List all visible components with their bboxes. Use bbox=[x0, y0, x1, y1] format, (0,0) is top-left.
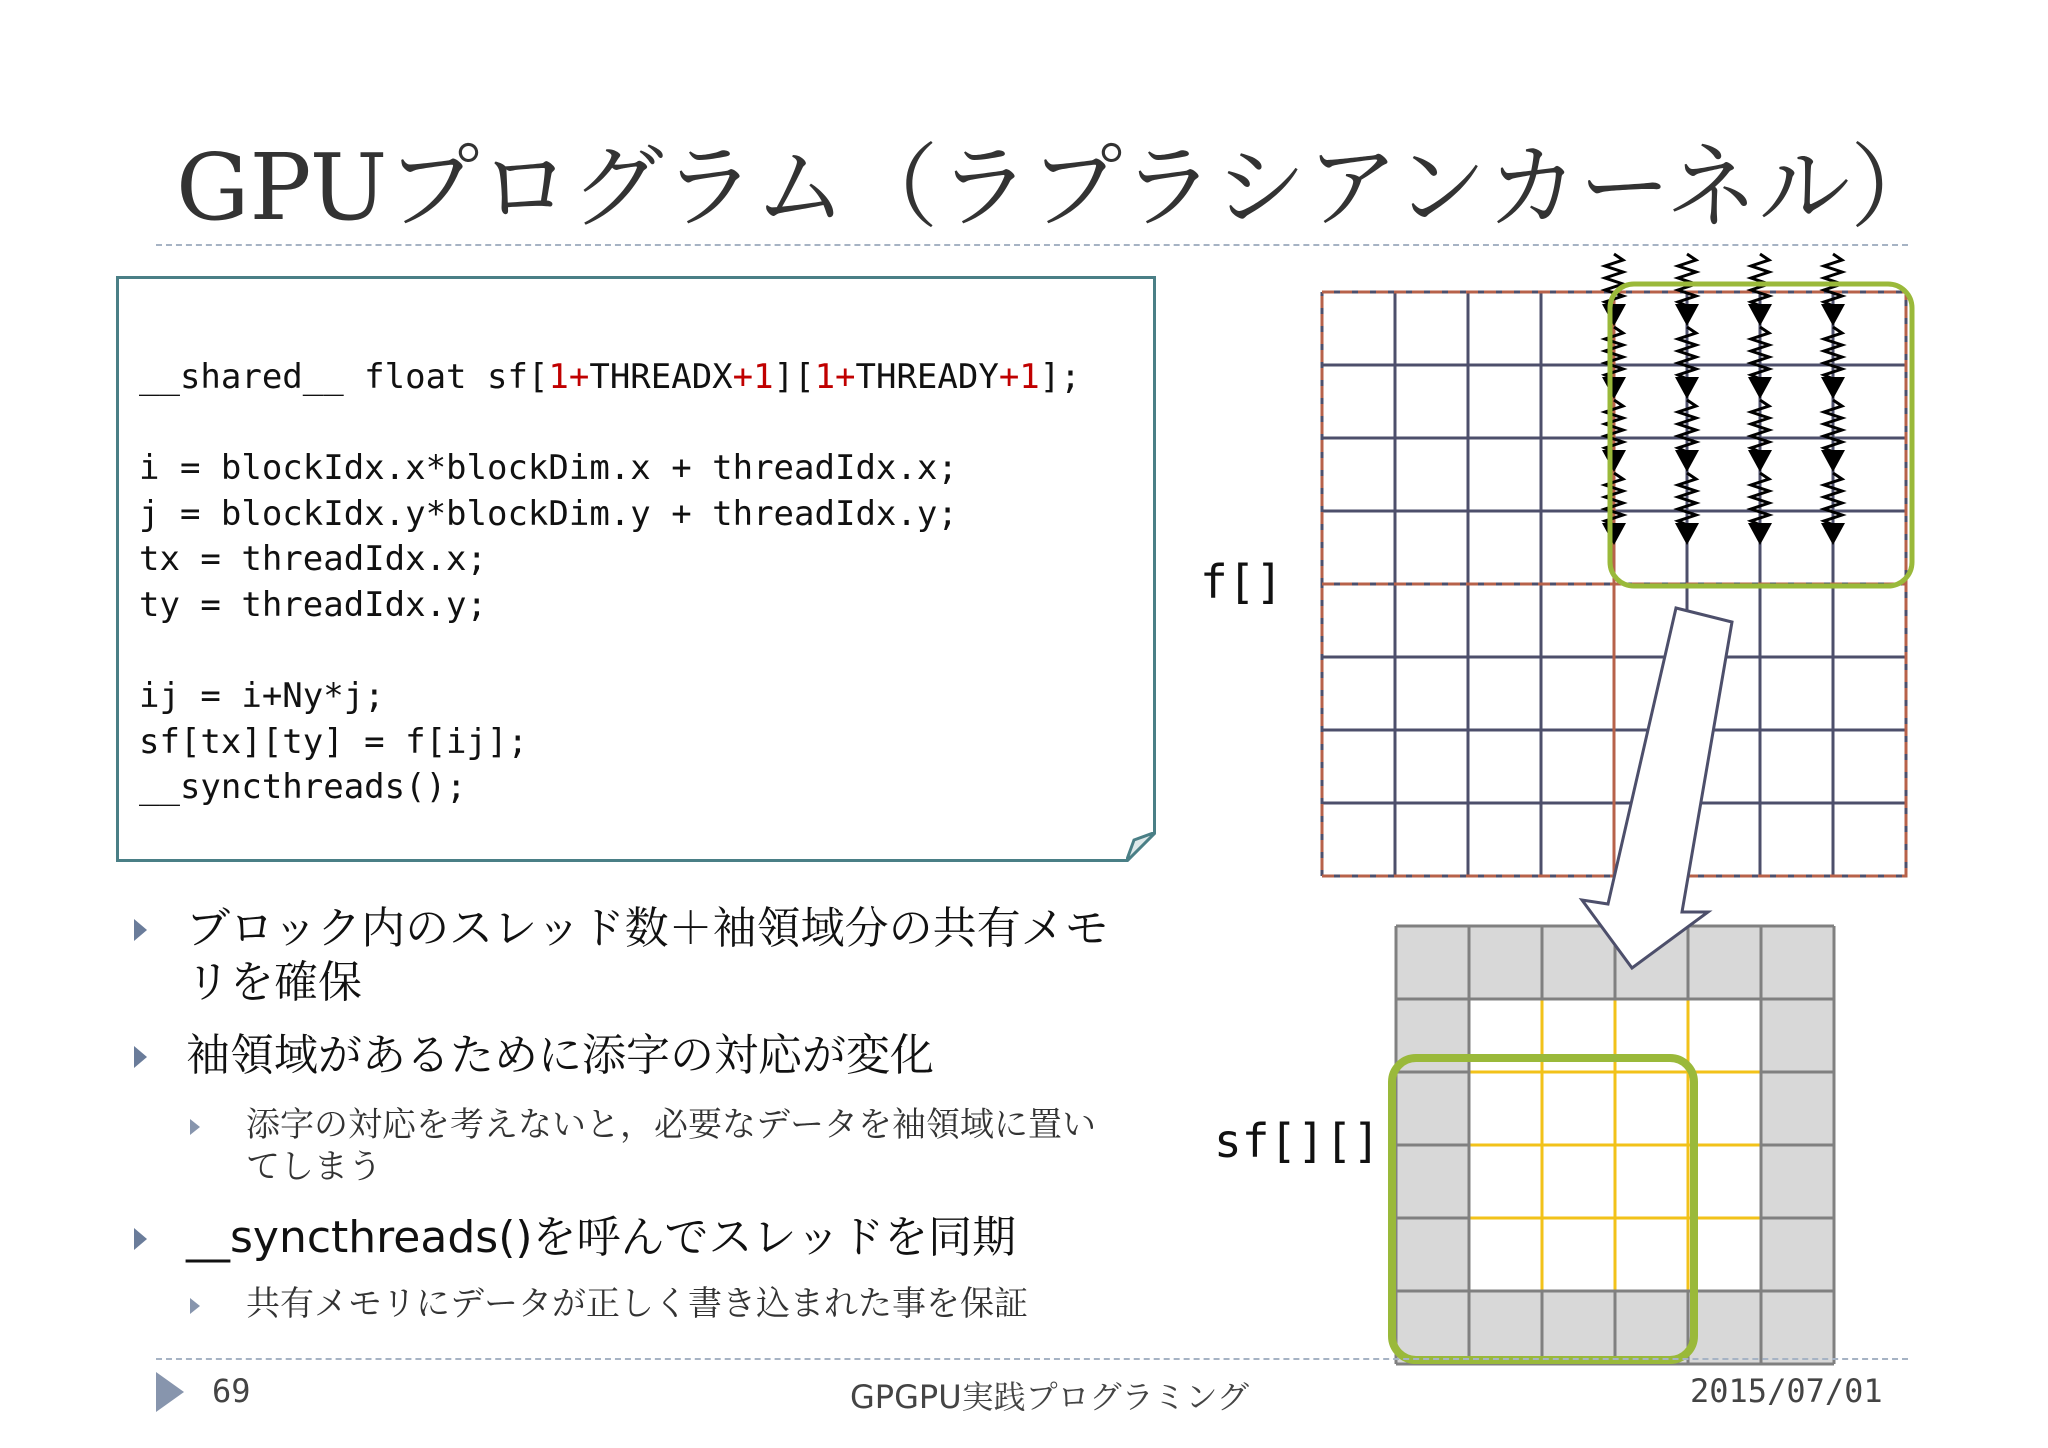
code-token: ty = threadIdx.y; bbox=[139, 584, 487, 625]
thread-wave bbox=[1751, 254, 1769, 306]
halo-cell bbox=[1396, 1291, 1469, 1364]
sub-bullet-2: 共有メモリにデータが正しく書き込まれた事を保証 bbox=[246, 1284, 1028, 1324]
halo-cell bbox=[1396, 1218, 1469, 1291]
halo-cell bbox=[1396, 926, 1469, 999]
inner-cell bbox=[1615, 1145, 1688, 1218]
code-token: ij = i+Ny*j; bbox=[139, 676, 385, 717]
thread-arrowhead bbox=[1675, 450, 1699, 472]
inner-cell bbox=[1688, 1072, 1761, 1145]
code-token: +1 bbox=[732, 357, 774, 397]
footer-divider bbox=[156, 1358, 1908, 1360]
thread-arrowhead bbox=[1748, 450, 1772, 472]
inner-cell bbox=[1542, 1218, 1615, 1291]
label-f: f[] bbox=[1200, 555, 1284, 609]
code-token: +1 bbox=[998, 357, 1040, 397]
thread-arrows bbox=[1602, 254, 1845, 545]
halo-cell bbox=[1396, 1145, 1469, 1218]
thread-arrowhead bbox=[1602, 377, 1626, 399]
code-token: ]; bbox=[1039, 357, 1081, 397]
code-token: THREADX bbox=[589, 357, 733, 397]
thread-arrowhead bbox=[1748, 304, 1772, 326]
thread-wave bbox=[1678, 327, 1696, 379]
halo-cell bbox=[1469, 926, 1542, 999]
inner-cell bbox=[1542, 1072, 1615, 1145]
halo-cell bbox=[1761, 926, 1834, 999]
bullet-3: __syncthreads()を呼んでスレッドを同期 bbox=[186, 1212, 1017, 1263]
footer-arrow-icon bbox=[156, 1372, 186, 1412]
thread-arrowhead bbox=[1602, 304, 1626, 326]
code-token: i = blockIdx.x*blockDim.x + threadIdx.x; bbox=[139, 448, 958, 489]
inner-cell bbox=[1542, 1145, 1615, 1218]
inner-cell bbox=[1688, 1218, 1761, 1291]
code-token: 1+ bbox=[814, 357, 856, 397]
code-token: 1+ bbox=[548, 357, 590, 397]
inner-cell bbox=[1688, 1145, 1761, 1218]
halo-cell bbox=[1469, 1291, 1542, 1364]
thread-arrowhead bbox=[1821, 523, 1845, 545]
copy-arrow-icon bbox=[1582, 608, 1732, 968]
code-token: j = blockIdx.y*blockDim.y + threadIdx.y; bbox=[139, 493, 958, 534]
bullet-2: 袖領域があるために添字の対応が変化 bbox=[186, 1030, 934, 1081]
thread-wave bbox=[1751, 327, 1769, 379]
halo-cell bbox=[1761, 999, 1834, 1072]
inner-cell bbox=[1469, 1145, 1542, 1218]
halo-cell bbox=[1761, 1145, 1834, 1218]
slide-title: GPUプログラム（ラプラシアンカーネル） bbox=[176, 134, 1943, 241]
thread-wave bbox=[1824, 400, 1842, 452]
thread-arrowhead bbox=[1602, 523, 1626, 545]
code-token: sf[tx][ty] = f[ij]; bbox=[139, 721, 528, 762]
halo-cell bbox=[1688, 1291, 1761, 1364]
thread-arrowhead bbox=[1821, 450, 1845, 472]
halo-cell bbox=[1542, 1291, 1615, 1364]
thread-arrowhead bbox=[1675, 523, 1699, 545]
bullet-1: ブロック内のスレッド数＋袖領域分の共有メモ リを確保 bbox=[186, 903, 1109, 1008]
thread-wave bbox=[1678, 254, 1696, 306]
code-token: __syncthreads(); bbox=[139, 767, 467, 808]
code-token: __shared__ float sf[ bbox=[139, 357, 549, 397]
thread-arrowhead bbox=[1675, 377, 1699, 399]
halo-cell bbox=[1542, 926, 1615, 999]
thread-arrowhead bbox=[1748, 377, 1772, 399]
inner-cell bbox=[1469, 1218, 1542, 1291]
thread-arrowhead bbox=[1602, 450, 1626, 472]
thread-arrowhead bbox=[1675, 304, 1699, 326]
thread-arrowhead bbox=[1821, 304, 1845, 326]
thread-wave bbox=[1678, 400, 1696, 452]
halo-cell bbox=[1615, 1291, 1688, 1364]
halo-cell bbox=[1688, 926, 1761, 999]
thread-arrowhead bbox=[1821, 377, 1845, 399]
code-token: ][ bbox=[773, 357, 815, 397]
thread-wave bbox=[1751, 400, 1769, 452]
label-sf: sf[][] bbox=[1214, 1114, 1381, 1168]
halo-cell bbox=[1761, 1072, 1834, 1145]
inner-cell bbox=[1615, 1072, 1688, 1145]
halo-cell bbox=[1396, 1072, 1469, 1145]
footer-title: GPGPU実践プログラミング bbox=[850, 1378, 1249, 1416]
inner-cell bbox=[1469, 1072, 1542, 1145]
halo-cell bbox=[1761, 1291, 1834, 1364]
thread-wave bbox=[1751, 473, 1769, 525]
thread-wave bbox=[1678, 473, 1696, 525]
thread-arrowhead bbox=[1748, 523, 1772, 545]
code-token: THREADY bbox=[855, 357, 999, 397]
inner-cell bbox=[1688, 999, 1761, 1072]
shared-memory-grid bbox=[1396, 926, 1834, 1364]
thread-wave bbox=[1824, 327, 1842, 379]
thread-wave bbox=[1824, 254, 1842, 306]
footer-date: 2015/07/01 bbox=[1690, 1372, 1883, 1410]
sub-bullet-1: 添字の対応を考えないと，必要なデータを袖領域に置い てしまう bbox=[246, 1105, 1096, 1187]
page-number: 69 bbox=[212, 1372, 251, 1410]
code-token: tx = threadIdx.x; bbox=[139, 539, 487, 580]
inner-cell bbox=[1615, 1218, 1688, 1291]
thread-wave bbox=[1824, 473, 1842, 525]
halo-cell bbox=[1761, 1218, 1834, 1291]
